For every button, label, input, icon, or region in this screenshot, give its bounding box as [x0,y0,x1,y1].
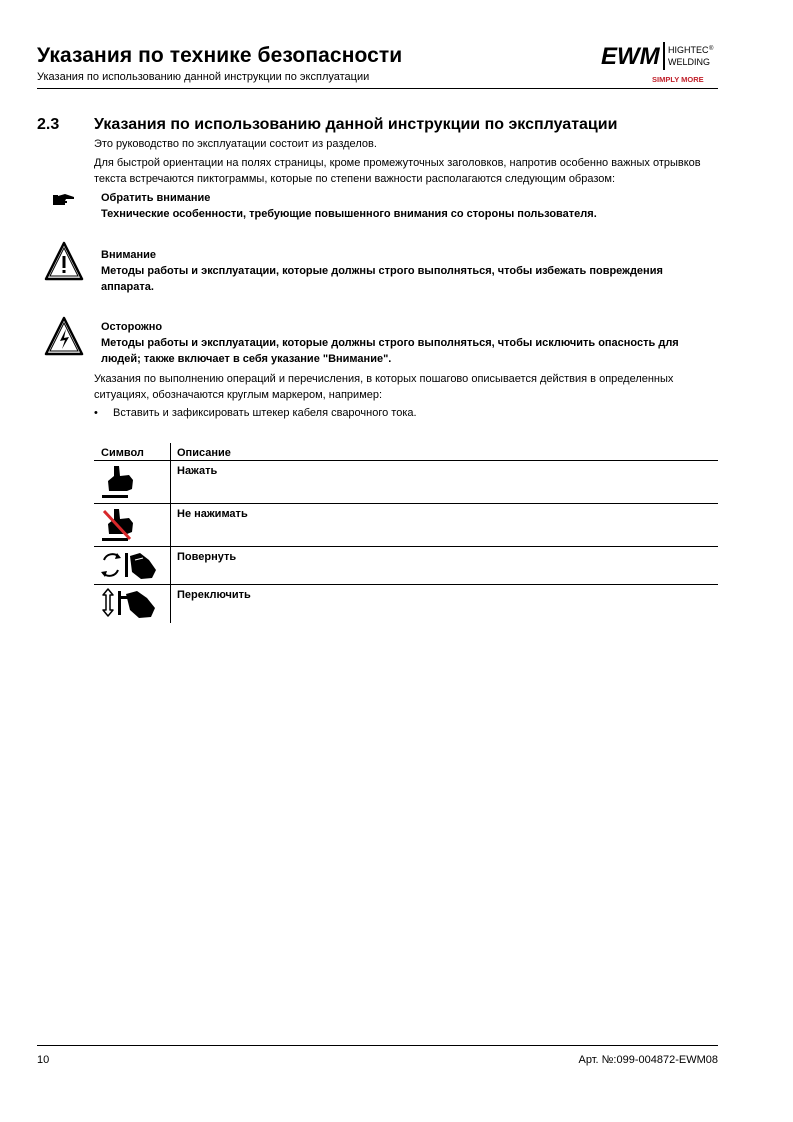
do-not-press-icon [100,506,138,542]
table-header-symbol: Символ [101,447,144,459]
switch-hand-icon [99,586,159,620]
logo-reg: ® [709,46,714,52]
table-row-divider [94,503,718,504]
table-row-description: Не нажимать [177,508,248,520]
table-row-divider [94,546,718,547]
table-header-description: Описание [177,447,231,459]
section-title: Указания по использованию данной инструкции по эксплуатации [94,116,618,133]
notice-heading: Осторожно [101,321,163,333]
warning-triangle-icon [44,241,84,281]
logo-line2: WELDING [668,57,711,67]
bullet-marker: • [94,407,98,419]
table-row-description: Переключить [177,589,251,601]
notice-text: людей; также включает в себя указание "Внимание". [101,353,392,365]
logo-line1: HIGHTEC [668,45,709,55]
page-number: 10 [37,1054,50,1066]
page-subtitle: Указания по использованию данной инструкции по эксплуатации [37,71,370,83]
electric-hazard-icon [44,316,84,356]
bullet-text: Вставить и зафиксировать штекер кабеля сварочного тока. [113,407,417,419]
footer-divider [37,1045,718,1046]
article-number: Арт. №:099-004872-EWM08 [578,1054,718,1066]
notice-text: аппарата. [101,281,154,293]
steps-text: ситуациях, обозначаются круглым маркером, например: [94,389,383,401]
intro-line: текста встречаются пиктограммы, которые по степени важности располагаются следующим образом: [94,173,616,185]
ewm-logo [601,38,721,86]
logo-slogan: SIMPLY MORE [652,75,704,84]
table-row-divider [94,584,718,585]
notice-heading: Внимание [101,249,156,261]
section-number: 2.3 [37,116,60,133]
page-title: Указания по технике безопасности [37,44,403,67]
notice-text: Методы работы и эксплуатации, которые должны строго выполняться, чтобы избежать повреждения [101,265,663,277]
table-row-description: Нажать [177,465,218,477]
table-row-description: Повернуть [177,551,237,563]
header-divider [37,88,718,89]
logo-brand: EWM [601,43,660,70]
notice-heading: Обратить внимание [101,192,211,204]
notice-text: Технические особенности, требующие повышенного внимания со стороны пользователя. [101,208,597,220]
intro-line: Это руководство по эксплуатации состоит из разделов. [94,138,377,150]
pointing-hand-icon [53,193,75,207]
steps-text: Указания по выполнению операций и перечисления, в которых пошагово описывается действия в определенных [94,373,674,385]
intro-line: Для быстрой ориентации на полях страницы, кроме промежуточных заголовков, напротив особенно важных отрывков [94,157,701,169]
rotate-hand-icon [99,548,159,582]
notice-text: Методы работы и эксплуатации, которые должны строго выполняться, чтобы исключить опасность для [101,337,679,349]
table-header-divider [94,460,718,461]
table-column-divider [170,443,171,623]
press-hand-icon [100,463,138,499]
